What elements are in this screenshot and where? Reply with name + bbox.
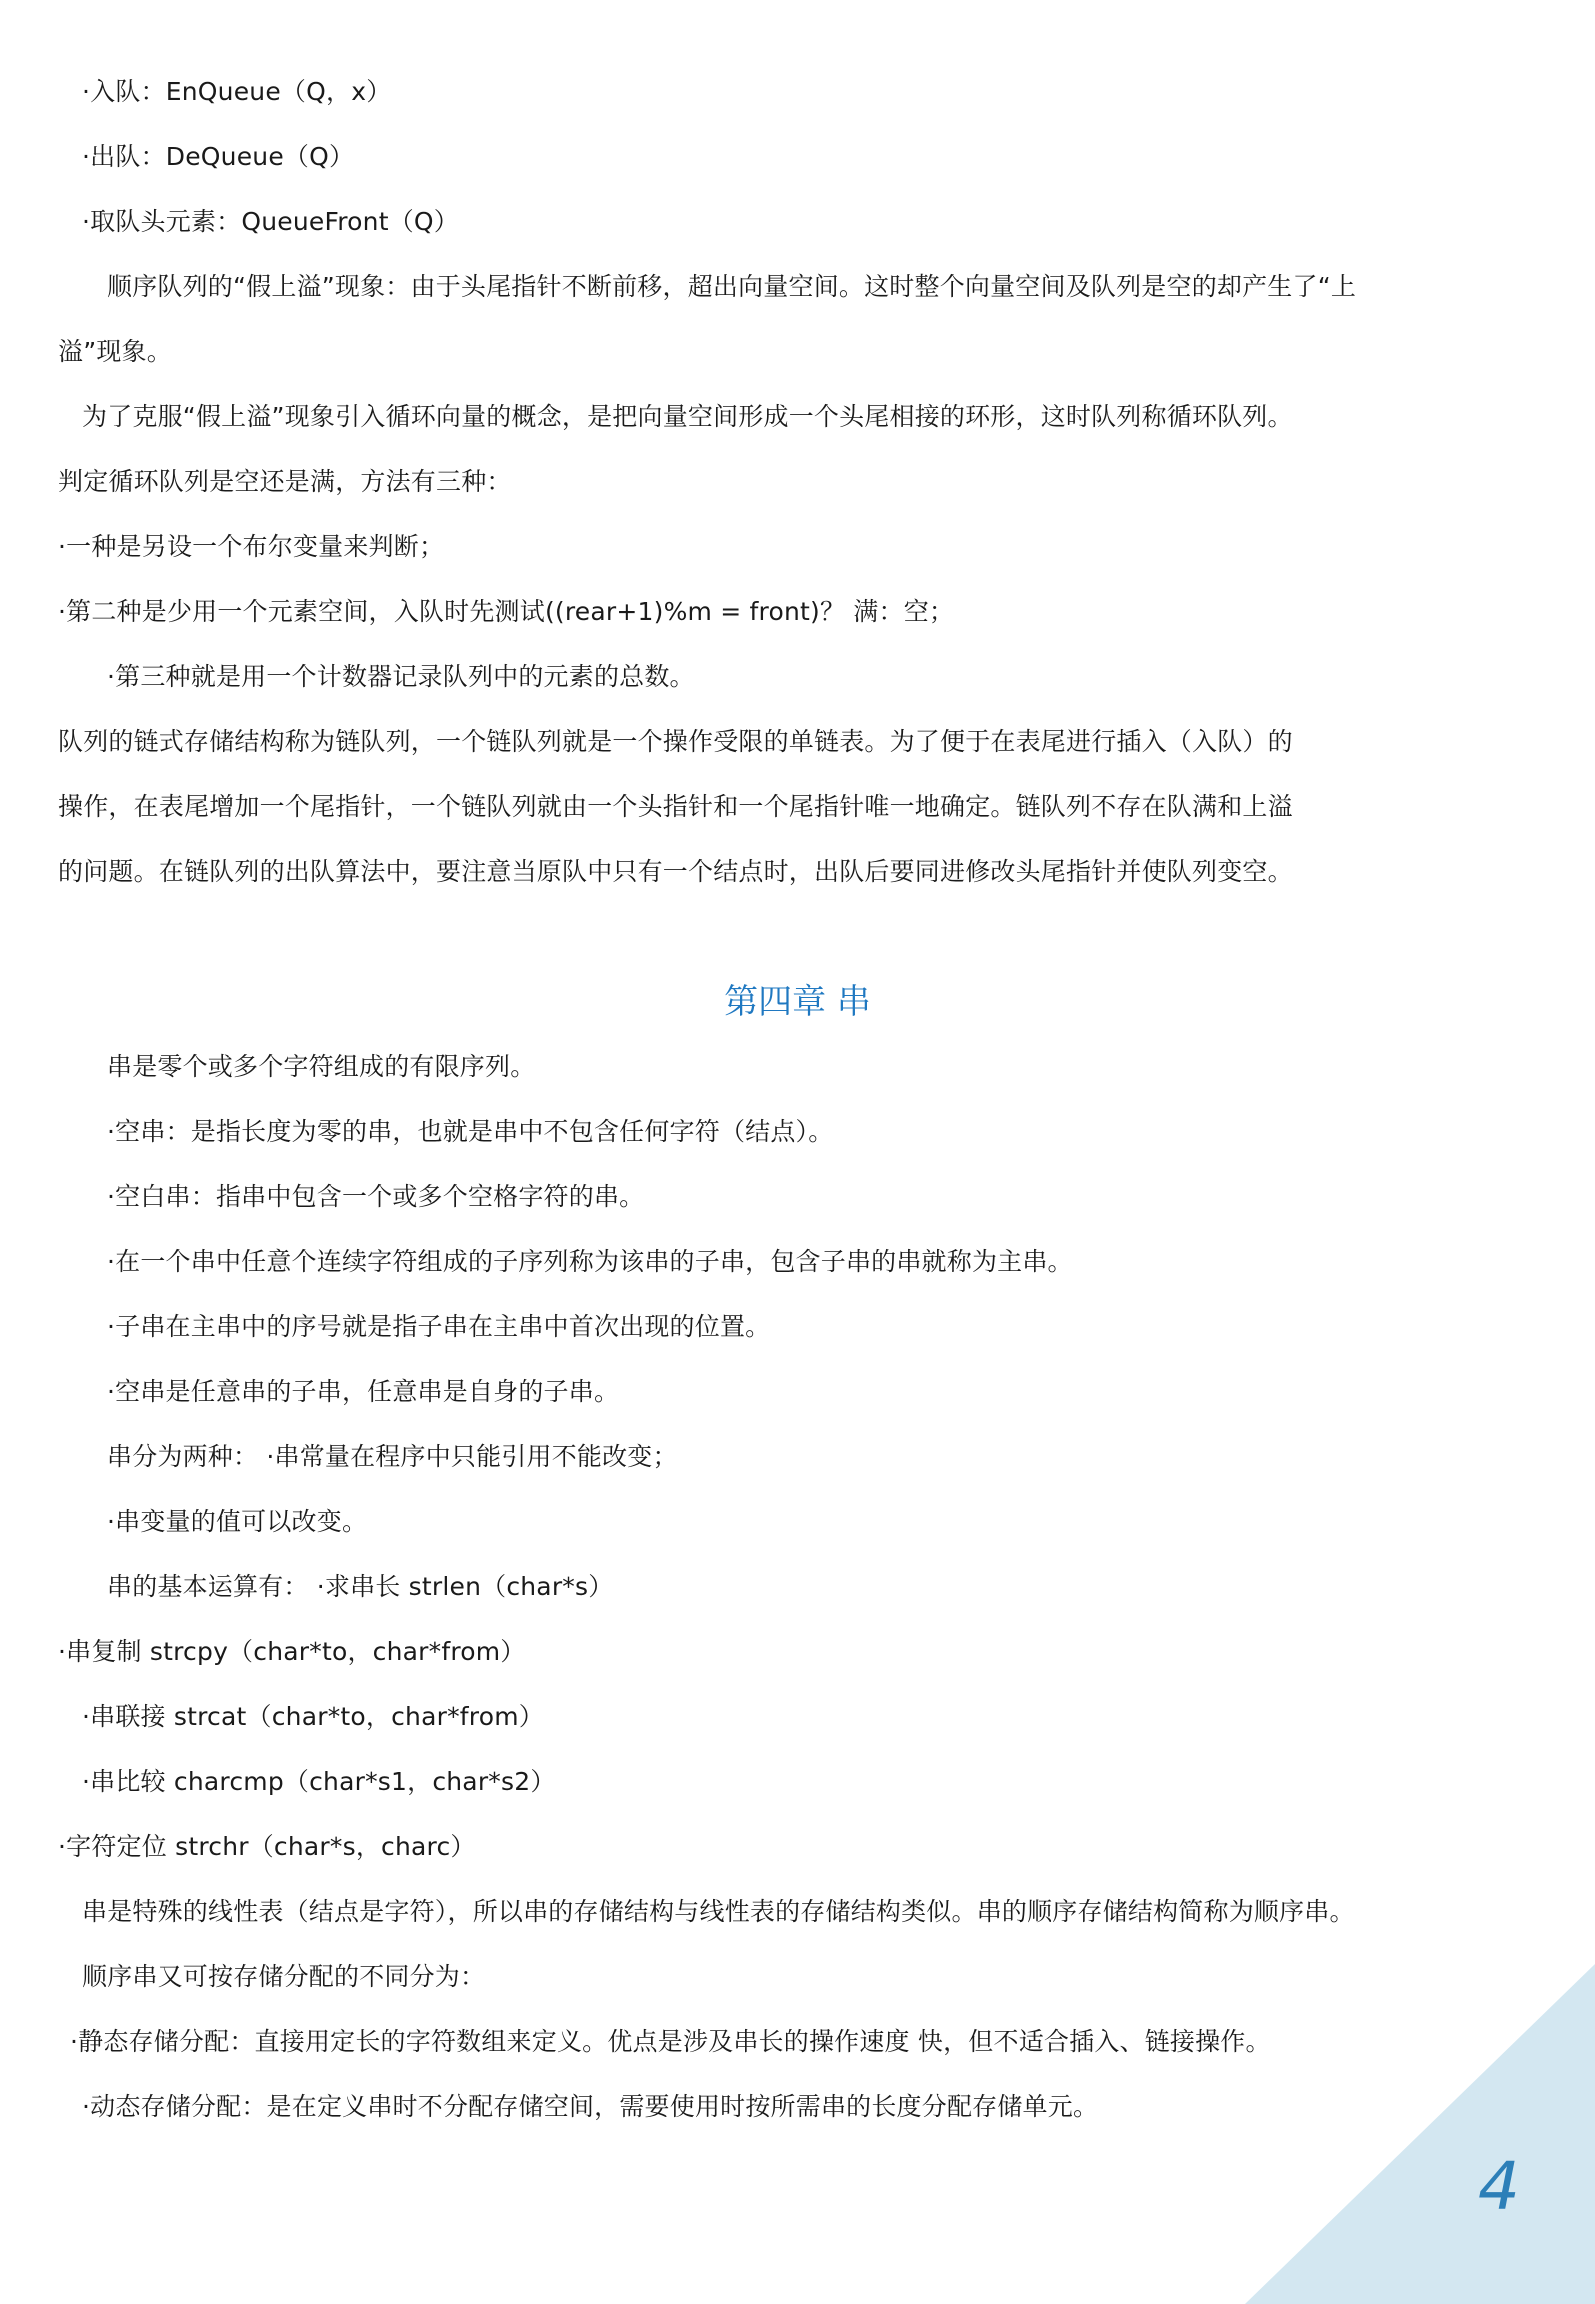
text-line: ·静态存储分配：直接用定长的字符数组来定义。优点是涉及串长的操作速度 快，但不适合插入、链接操作。	[70, 2027, 1271, 2056]
text-line: ·空串是任意串的子串，任意串是自身的子串。	[107, 1377, 620, 1406]
text-line: 串分为两种： ·串常量在程序中只能引用不能改变；	[107, 1442, 678, 1471]
text-line: 串的基本运算有： ·求串长 strlen（char*s）	[107, 1572, 614, 1601]
text-line: ·动态存储分配：是在定义串时不分配存储空间，需要使用时按所需串的长度分配存储单元。	[82, 2092, 1099, 2121]
text-line: ·空串：是指长度为零的串，也就是串中不包含任何字符（结点）。	[107, 1117, 834, 1146]
corner-decoration	[1245, 1964, 1595, 2304]
page-number: 4	[1478, 2148, 1520, 2225]
text-line: ·空白串：指串中包含一个或多个空格字符的串。	[107, 1182, 645, 1211]
text-line: 操作，在表尾增加一个尾指针，一个链队列就由一个头指针和一个尾指针唯一地确定。链队列不存在队满和上溢	[58, 792, 1293, 821]
text-line: ·串比较 charcmp（char*s1，char*s2）	[82, 1767, 556, 1796]
text-line: ·入队：EnQueue（Q，x）	[82, 77, 392, 106]
text-line: ·第三种就是用一个计数器记录队列中的元素的总数。	[107, 662, 695, 691]
text-line: ·字符定位 strchr（char*s，charc）	[58, 1832, 476, 1861]
text-line: 队列的链式存储结构称为链队列，一个链队列就是一个操作受限的单链表。为了便于在表尾进行插入（入队）的	[58, 727, 1293, 756]
text-line: 顺序队列的“假上溢”现象：由于头尾指针不断前移，超出向量空间。这时整个向量空间及队列是空的却产生了“上	[107, 272, 1357, 301]
text-line: ·在一个串中任意个连续字符组成的子序列称为该串的子串，包含子串的串就称为主串。	[107, 1247, 1073, 1276]
text-line: ·串复制 strcpy（char*to，char*from）	[58, 1637, 526, 1666]
text-line: ·串联接 strcat（char*to，char*from）	[82, 1702, 544, 1731]
text-line: ·出队：DeQueue（Q）	[82, 142, 355, 171]
text-line: ·第二种是少用一个元素空间，入队时先测试((rear+1)%m = front)？ 满：空；	[58, 597, 955, 626]
text-line: 顺序串又可按存储分配的不同分为：	[82, 1962, 486, 1991]
text-line: 判定循环队列是空还是满，方法有三种：	[58, 467, 512, 496]
text-line: ·串变量的值可以改变。	[107, 1507, 368, 1536]
text-line: ·取队头元素：QueueFront（Q）	[82, 207, 459, 236]
text-line: 溢”现象。	[58, 337, 172, 366]
text-line: 为了克服“假上溢”现象引入循环向量的概念，是把向量空间形成一个头尾相接的环形，这时队列称循环队列。	[82, 402, 1293, 431]
chapter-title: 第四章 串	[724, 982, 871, 1022]
text-line: 的问题。在链队列的出队算法中，要注意当原队中只有一个结点时，出队后要同进修改头尾指针并使队列变空。	[58, 857, 1293, 886]
text-line: ·子串在主串中的序号就是指子串在主串中首次出现的位置。	[107, 1312, 771, 1341]
text-line: 串是特殊的线性表（结点是字符），所以串的存储结构与线性表的存储结构类似。串的顺序存储结构简称为顺序串。	[82, 1897, 1355, 1926]
text-line: ·一种是另设一个布尔变量来判断；	[58, 532, 445, 561]
text-line: 串是零个或多个字符组成的有限序列。	[107, 1052, 536, 1081]
